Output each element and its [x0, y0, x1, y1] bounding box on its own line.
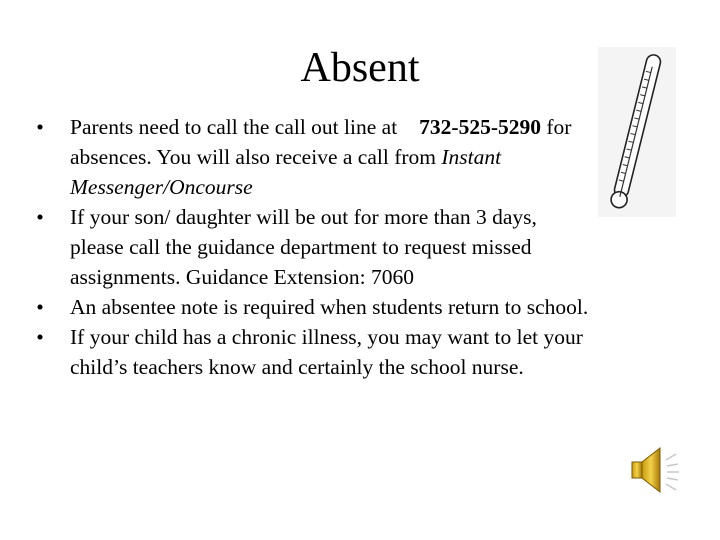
bullet-item-guidance	[30, 202, 590, 292]
messenger-name: Instant Messenger/Oncourse	[70, 145, 502, 199]
thermometer-icon	[598, 47, 676, 217]
bullet-text-continued: for absences. You will also receive a call from	[70, 115, 572, 169]
bullet-marker: •	[36, 295, 44, 319]
bullet-marker: •	[36, 325, 44, 349]
bullet-marker: •	[36, 115, 44, 139]
slide-title: Absent	[300, 45, 420, 91]
bullet-item-chronic-illness	[30, 322, 590, 382]
speaker-sound-icon[interactable]	[628, 442, 686, 498]
phone-number: 732-525-5290	[419, 115, 541, 139]
bullet-marker: •	[36, 205, 44, 229]
bullet-list	[30, 112, 590, 382]
bullet-text: Parents need to call the call out line at	[70, 115, 398, 139]
bullet-item-call-line	[30, 112, 590, 202]
bullet-text: An absentee note is required when students return to school.	[70, 295, 589, 319]
bullet-text: If your son/ daughter will be out for more than 3 days, please call the guidance department to request missed assignments. Guidance Extension: 7060	[70, 205, 537, 289]
bullet-item-absentee-note	[30, 292, 590, 322]
bullet-text: If your child has a chronic illness, you may want to let your child’s teachers know and certainly the school nurse.	[70, 325, 583, 379]
